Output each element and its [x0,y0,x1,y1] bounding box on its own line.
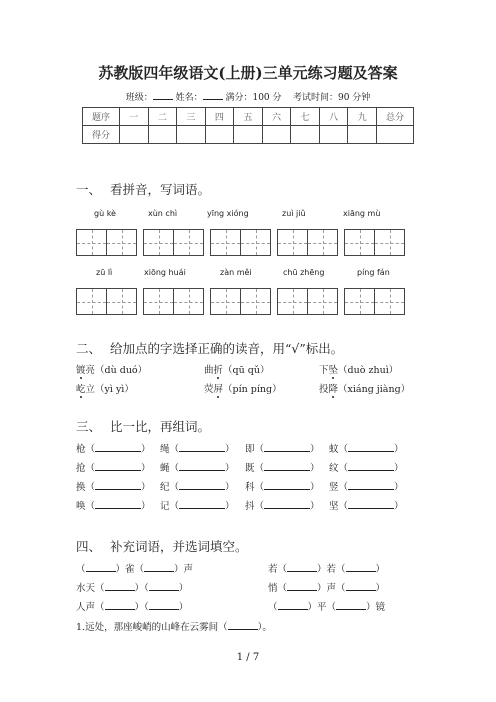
word-compare-item[interactable]: 蚊（ ） [329,444,404,455]
score-cell[interactable] [120,126,149,144]
word-compare-item[interactable]: 唤（ ） [76,501,151,512]
answer-blank[interactable] [179,442,225,452]
section-3-heading [76,417,210,435]
answer-blank[interactable] [348,480,394,490]
answer-blank[interactable] [348,499,394,509]
full-score: 满分：100 分 [225,93,282,103]
idiom-blank-item[interactable]: 人声（ ）（ ） [76,602,189,613]
compare-character: 抢 [76,463,86,474]
section-title: 补充词语，并选词填空。 [110,539,248,554]
pinyin-label: píng fán [357,268,390,277]
writing-grid[interactable] [76,229,137,256]
compare-character: 记 [160,501,170,512]
writing-grid[interactable] [143,229,204,256]
answer-blank[interactable] [264,480,310,490]
dotted-character: 坠 [328,365,339,376]
pinyin-label: xiāng mù [343,209,381,218]
section-1-heading [76,180,210,198]
compare-character: 枪 [76,444,86,455]
idiom-blank-item[interactable]: 悄（ ）声（ ） [268,583,386,594]
word-compare-item[interactable]: 科（ ） [245,482,320,493]
score-cell[interactable] [177,126,206,144]
pronunciation-item[interactable]: 下坠（duò zhuì） [319,365,399,376]
writing-grid[interactable] [344,229,405,256]
answer-blank[interactable] [179,480,225,490]
answer-blank[interactable] [179,499,225,509]
answer-blank[interactable] [95,499,141,509]
score-header-cell: 二 [148,108,177,126]
pinyin-label: xiōng huái [144,268,186,277]
dotted-character: 屹 [76,384,86,395]
compare-character: 换 [76,482,86,493]
idiom-blank-item[interactable]: 若（ ）若（ ） [268,564,386,575]
score-header-cell: 七 [291,108,320,126]
pronunciation-item[interactable]: 曲折（qū qǔ） [204,365,270,376]
writing-grid[interactable] [344,288,405,315]
pinyin-label: gù kè [94,209,116,218]
idiom-blank-item[interactable]: （ ）平（ ）镜 [268,602,386,613]
score-cell[interactable] [148,126,177,144]
compare-character: 竖 [329,482,339,493]
dotted-character: 屏 [213,384,224,395]
compare-character: 既 [245,463,255,474]
class-blank[interactable] [153,91,173,100]
word-compare-item[interactable]: 蝇（ ） [160,463,235,474]
writing-grid[interactable] [210,288,271,315]
score-cell[interactable] [319,126,348,144]
pinyin-label: zuì jiǔ [282,209,306,218]
section-2-heading [76,339,343,357]
answer-blank[interactable] [264,461,310,471]
word-compare-item[interactable]: 坚（ ） [329,501,404,512]
score-header-cell: 五 [234,108,263,126]
exam-info [0,90,496,103]
score-cell[interactable] [377,126,414,144]
section-number: 四、 [76,539,102,554]
score-cell[interactable] [348,126,377,144]
score-row-label: 得分 [83,126,120,144]
compare-character: 即 [245,444,255,455]
word-compare-item[interactable]: 纹（ ） [329,463,404,474]
fill-blank-question[interactable]: 1.远处，那座峻峭的山峰在云雾间（ ）。 [76,622,272,633]
compare-character: 唤 [76,501,86,512]
score-cell[interactable] [234,126,263,144]
word-compare-item[interactable]: 抖（ ） [245,501,320,512]
answer-blank[interactable] [348,461,394,471]
section-4-heading [76,537,248,555]
score-value-row [83,126,414,144]
dotted-character: 折 [213,365,224,376]
idiom-blank-item[interactable]: 水天（ ）（ ） [76,583,189,594]
page-title: 苏教版四年级语文(上册)三单元练习题及答案 [98,64,398,82]
compare-character: 纪 [160,482,170,493]
word-compare-item[interactable]: 即（ ） [245,444,320,455]
word-compare-item[interactable]: 竖（ ） [329,482,404,493]
compare-character: 科 [245,482,255,493]
compare-character: 抖 [245,501,255,512]
score-header-cell: 一 [120,108,149,126]
score-header-row [83,108,414,126]
section-title: 比一比，再组词。 [110,419,211,434]
score-table [82,107,414,144]
pronunciation-item[interactable]: 屹立（yì yì） [76,384,134,395]
name-blank[interactable] [203,91,223,100]
answer-blank[interactable] [264,442,310,452]
section-title: 给加点的字选择正确的读音，用“√”标出。 [110,341,344,356]
word-compare-item[interactable]: 纪（ ） [160,482,235,493]
score-header-cell: 题序 [83,108,120,126]
pronunciation-item[interactable]: 荧屏（pín píng） [204,384,282,395]
pronunciation-item[interactable]: 投降（xiáng jiàng） [319,384,411,395]
word-compare-item[interactable]: 既（ ） [245,463,320,474]
compare-character: 蝇 [160,463,170,474]
word-compare-item[interactable]: 换（ ） [76,482,151,493]
score-header-cell: 九 [348,108,377,126]
class-label: 班级： [125,93,153,103]
answer-blank[interactable] [264,499,310,509]
score-header-cell: 总分 [377,108,414,126]
writing-grid[interactable] [76,288,137,315]
dotted-character: 镀 [76,365,86,376]
word-compare-item[interactable]: 枪（ ） [76,444,151,455]
idiom-blank-item[interactable]: （ ）雀（ ）声 [76,564,194,575]
pinyin-label: yīng xióng [207,209,249,218]
writing-grid[interactable] [143,288,204,315]
score-header-cell: 四 [205,108,234,126]
section-number: 二、 [76,341,102,356]
answer-blank[interactable] [179,461,225,471]
pinyin-label: chū zhēng [283,268,325,277]
pinyin-label: zàn měi [220,268,252,277]
writing-grid[interactable] [277,229,338,256]
exam-time: 考试时间：90 分钟 [292,93,371,103]
compare-character: 坚 [329,501,339,512]
answer-blank[interactable] [95,480,141,490]
compare-character: 蚊 [329,444,339,455]
section-number: 三、 [76,419,102,434]
answer-blank[interactable] [95,461,141,471]
score-cell[interactable] [291,126,320,144]
page-number: 1 / 7 [236,652,260,663]
compare-character: 纹 [329,463,339,474]
pinyin-label: zū lì [96,268,113,277]
word-compare-item[interactable]: 抢（ ） [76,463,151,474]
score-cell[interactable] [262,126,291,144]
score-header-cell: 六 [262,108,291,126]
writing-grid[interactable] [277,288,338,315]
section-number: 一、 [76,182,102,197]
writing-grid[interactable] [210,229,271,256]
score-cell[interactable] [205,126,234,144]
pronunciation-item[interactable]: 镀亮（dù duó） [76,365,148,376]
answer-blank[interactable] [348,442,394,452]
dotted-character: 降 [328,384,339,395]
word-compare-item[interactable]: 记（ ） [160,501,235,512]
word-compare-item[interactable]: 绳（ ） [160,444,235,455]
answer-blank[interactable] [95,442,141,452]
score-header-cell: 三 [177,108,206,126]
pinyin-label: xùn chì [148,209,178,218]
score-header-cell: 八 [319,108,348,126]
compare-character: 绳 [160,444,170,455]
section-title: 看拼音，写词语。 [110,182,211,197]
name-label: 姓名： [175,93,203,103]
